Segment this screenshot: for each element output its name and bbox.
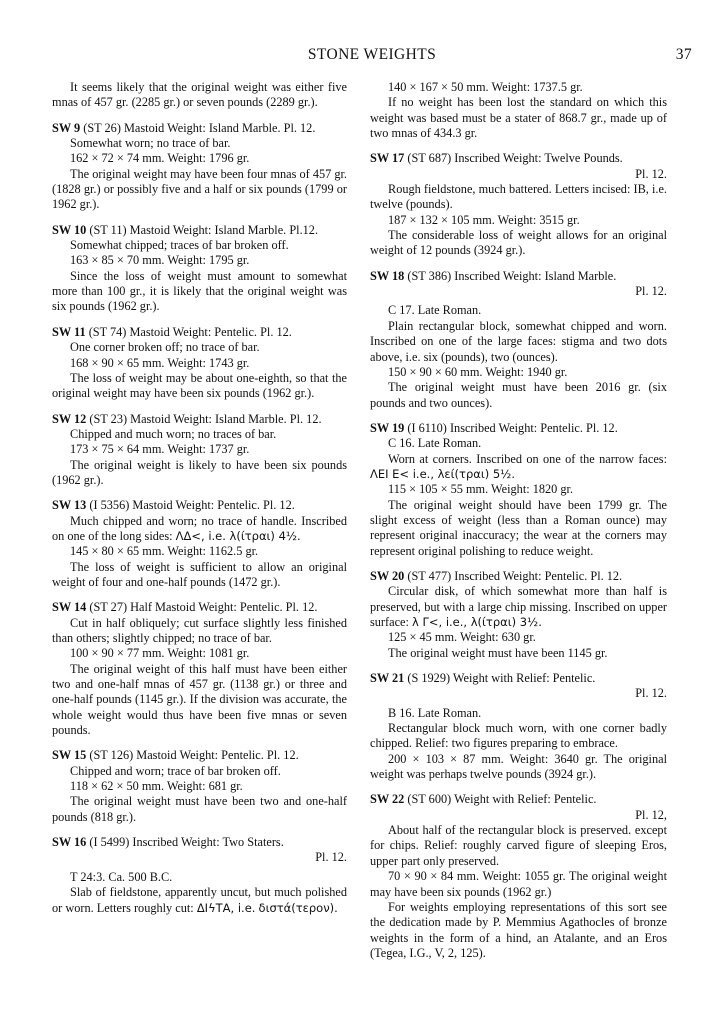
plate-reference: Pl. 12,	[635, 807, 667, 822]
entry-heading	[52, 325, 347, 340]
entry-heading	[52, 498, 347, 513]
entry-sw19	[370, 421, 667, 559]
entry-condition-text: Worn at corners. Inscribed on one of the narrow faces:	[388, 451, 667, 466]
right-column	[370, 80, 667, 961]
entry-title: (ST 27) Half Mastoid Weight: Pentelic. Pl. 12.	[89, 600, 318, 615]
plate-reference: Pl. 12.	[635, 284, 667, 299]
entry-condition: Rectangular block much worn, with one corner badly chipped. Relief: two figures preparing to embrace.	[370, 721, 667, 751]
greek-inscription: ΔΙϟΤΑ, i.e.	[196, 900, 256, 915]
entry-title: (I 6110) Inscribed Weight: Pentelic. Pl. 12.	[407, 420, 618, 435]
entry-commentary: The loss of weight may be about one-eighth, so that the original weight may have been six pounds (1962 gr.).	[52, 370, 347, 401]
entry-id: SW 16	[52, 835, 87, 850]
entry-condition: About half of the rectangular block is preserved. except for chips. Relief: roughly carved figure of sleeping Eros, upper part only preserved.	[370, 823, 667, 868]
entry-heading	[52, 121, 347, 136]
entry-commentary: The considerable loss of weight allows for an original weight of 12 pounds (3924 gr.).	[370, 228, 667, 258]
intro-text: It seems likely that the original weight was either five mnas of 457 gr. (2285 gr.) or seven pounds (2289 gr.).	[52, 80, 347, 110]
entry-heading	[52, 835, 347, 850]
entry-commentary: For weights employing representations of this sort see the dedication made by P. Memmius Agathocles of bronze weights in the form of a hind, an Atalante, and an Eros (Tegea, I.G., V, 2, 125).	[370, 899, 667, 960]
entry-sw18	[370, 269, 667, 411]
entry-id: SW 20	[370, 568, 405, 583]
entry-condition: Chipped and worn; trace of bar broken off.	[70, 763, 281, 778]
entry-sw11	[52, 325, 347, 402]
entry-sw10	[52, 223, 347, 315]
entry-title: (ST 23) Mastoid Weight: Island Marble. Pl. 12.	[89, 411, 322, 426]
entry-id: SW 10	[52, 222, 87, 237]
entry-title: (ST 477) Inscribed Weight: Pentelic. Pl. 12.	[407, 568, 623, 583]
entry-title: (S 1929) Weight with Relief: Pentelic.	[407, 671, 596, 686]
entry-condition-text: Much chipped and worn; no trace of handle. Inscribed on one of the long sides:	[52, 513, 347, 543]
entry-sw13	[52, 498, 347, 590]
entry-context: C 17. Late Roman.	[388, 303, 482, 318]
entry-heading	[52, 412, 347, 427]
entry-condition: Rough fieldstone, much battered. Letters incised: ΙΒ, i.e. twelve (pounds).	[370, 182, 667, 212]
entry-context: B 16. Late Roman.	[388, 705, 482, 720]
entry-dimensions: 187 × 132 × 105 mm. Weight: 3515 gr.	[388, 212, 580, 227]
entry-dimensions: 115 × 105 × 55 mm. Weight: 1820 gr.	[388, 482, 574, 497]
entry-dimensions: 150 × 90 × 60 mm. Weight: 1940 gr.	[388, 364, 568, 379]
entry-commentary: If no weight has been lost the standard on which this weight was based must be a stater of 868.7 gr., made up of two mnas of 434.3 gr.	[370, 95, 667, 141]
entry-dimensions: 168 × 90 × 65 mm. Weight: 1743 gr.	[70, 355, 250, 370]
entry-heading	[370, 151, 667, 166]
running-header	[52, 46, 692, 68]
entry-id: SW 18	[370, 268, 405, 283]
entry-heading	[52, 600, 347, 615]
greek-inscription: ΛΔ<, i.e. λ(ίτραι) 4½.	[175, 528, 301, 543]
entry-id: SW 14	[52, 600, 87, 615]
entry-sw12	[52, 412, 347, 489]
entry-context: C 16. Late Roman.	[388, 436, 482, 451]
entry-title: (I 5499) Inscribed Weight: Two Staters.	[89, 835, 284, 850]
entry-condition	[370, 584, 667, 630]
entry-condition: Plain rectangular block, somewhat chipped and worn. Inscribed on one of the large faces: stigma and two dots above, i.e. six (pounds), two (ounces).	[370, 318, 667, 364]
plate-reference: Pl. 12.	[635, 686, 667, 701]
entry-dimensions: 118 × 62 × 50 mm. Weight: 681 gr.	[70, 779, 243, 794]
entry-dimensions: 173 × 75 × 64 mm. Weight: 1737 gr.	[70, 442, 250, 457]
entry-commentary: Since the loss of weight must amount to somewhat more than 100 gr., it is likely that the original weight was six pounds (1962 gr.).	[52, 268, 347, 314]
entry-id: SW 13	[52, 498, 87, 513]
greek-transliteration: διστά(τερον).	[258, 900, 338, 915]
entry-id: SW 19	[370, 420, 405, 435]
page-number: 37	[675, 46, 692, 63]
entry-context: T 24:3. Ca. 500 B.C.	[70, 869, 173, 884]
entry-condition-text: Circular disk, of which somewhat more than half is preserved, but with a large chip missing. Inscribed on upper surface:	[370, 584, 667, 629]
entry-condition: Cut in half obliquely; cut surface slightly less finished than others; slightly chipped; no trace of bar.	[52, 615, 347, 645]
entry-commentary: The loss of weight is sufficient to allow an original weight of four and one-half pounds (1472 gr.).	[52, 559, 347, 589]
plate-reference: Pl. 12.	[635, 166, 667, 181]
left-column	[52, 80, 347, 916]
entry-heading	[52, 223, 347, 238]
entry-title: (ST 74) Mastoid Weight: Pentelic. Pl. 12.	[88, 324, 292, 339]
entry-condition: Chipped and much worn; no traces of bar.	[70, 426, 277, 441]
entry-sw16-continued	[370, 80, 667, 141]
entry-sw21	[370, 671, 667, 782]
entry-heading	[370, 569, 667, 584]
entry-commentary: The original weight should have been 1799 gr. The slight excess of weight (less than a Roman ounce) may represent original inaccuracy; the wear at the corners may represent original polishing to reduce weight.	[370, 497, 667, 558]
greek-inscription: ΛΕΙ Ε< i.e., λεί(τραι) 5½.	[370, 466, 515, 481]
entry-commentary: The original weight must have been two and one-half pounds (818 gr.).	[52, 794, 347, 824]
entry-sw15	[52, 748, 347, 825]
entry-condition-text: Slab of fieldstone, apparently uncut, but much polished or worn. Letters roughly cut:	[52, 885, 347, 915]
entry-id: SW 17	[370, 151, 405, 166]
entry-heading	[370, 269, 667, 284]
entry-sw16	[52, 835, 347, 916]
entry-condition: Somewhat chipped; traces of bar broken off.	[70, 238, 289, 253]
entry-sw9	[52, 121, 347, 213]
entry-id: SW 9	[52, 120, 81, 135]
entry-commentary: The original weight may have been four mnas of 457 gr. (1828 gr.) or possibly five and a half or six pounds (1799 or 1962 gr.).	[52, 166, 347, 212]
entry-title: (ST 600) Weight with Relief: Pentelic.	[407, 792, 597, 807]
entry-sw22	[370, 792, 667, 961]
plate-reference: Pl. 12.	[315, 850, 347, 865]
entry-heading	[52, 748, 347, 763]
entry-dimensions: 145 × 80 × 65 mm. Weight: 1162.5 gr.	[70, 544, 259, 559]
entry-title: (ST 687) Inscribed Weight: Twelve Pounds.	[407, 151, 623, 166]
entry-condition: Somewhat worn; no trace of bar.	[70, 136, 231, 151]
entry-title: (ST 386) Inscribed Weight: Island Marble.	[407, 268, 617, 283]
entry-condition	[370, 452, 667, 483]
entry-title: (ST 26) Mastoid Weight: Island Marble. Pl. 12.	[83, 120, 316, 135]
page-title: STONE WEIGHTS	[307, 46, 437, 63]
greek-inscription: λ Γ<, i.e., λ(ίτραι) 3½.	[412, 615, 542, 629]
entry-sw20	[370, 569, 667, 661]
entry-commentary: The original weight must have been 1145 gr.	[388, 645, 608, 660]
entry-condition: One corner broken off; no trace of bar.	[70, 340, 260, 355]
entry-heading	[370, 792, 667, 807]
entry-title: (ST 11) Mastoid Weight: Island Marble. Pl.12.	[89, 222, 319, 237]
entry-heading	[370, 421, 667, 436]
entry-id: SW 12	[52, 411, 87, 426]
entry-heading	[370, 671, 667, 686]
entry-title: (I 5356) Mastoid Weight: Pentelic. Pl. 12.	[89, 498, 295, 513]
entry-dimensions: 125 × 45 mm. Weight: 630 gr.	[388, 630, 536, 645]
entry-id: SW 15	[52, 748, 87, 763]
entry-commentary: The original weight of this half must have been either two and one-half mnas of 457 gr. (1138 gr.) or three and one-half pounds (1145 gr.). If the division was accurate, the whole weight would thus have been five mnas or seven pounds.	[52, 661, 347, 738]
entry-dimensions: 100 × 90 × 77 mm. Weight: 1081 gr.	[70, 646, 250, 661]
entry-id: SW 22	[370, 792, 405, 807]
entry-sw14	[52, 600, 347, 738]
entry-id: SW 21	[370, 671, 405, 686]
entry-dimensions: 70 × 90 × 84 mm. Weight: 1055 gr. The original weight may have been six pounds (1962 gr.)	[370, 869, 667, 899]
entry-condition	[52, 514, 347, 545]
entry-dimensions: 140 × 167 × 50 mm. Weight: 1737.5 gr.	[388, 80, 583, 94]
intro-paragraph	[52, 80, 347, 111]
entry-dimensions: 200 × 103 × 87 mm. Weight: 3640 gr. The original weight was perhaps twelve pounds (3924 gr.).	[370, 751, 667, 782]
entry-dimensions: 162 × 72 × 74 mm. Weight: 1796 gr.	[70, 151, 250, 166]
entry-condition	[52, 885, 347, 916]
entry-commentary: The original weight is likely to have been six pounds (1962 gr.).	[52, 457, 347, 487]
entry-sw17	[370, 151, 667, 258]
entry-id: SW 11	[52, 324, 86, 339]
entry-title: (ST 126) Mastoid Weight: Pentelic. Pl. 12.	[89, 748, 299, 763]
entry-commentary: The original weight must have been 2016 gr. (six pounds and two ounces).	[370, 380, 667, 410]
entry-dimensions: 163 × 85 × 70 mm. Weight: 1795 gr.	[70, 253, 250, 268]
